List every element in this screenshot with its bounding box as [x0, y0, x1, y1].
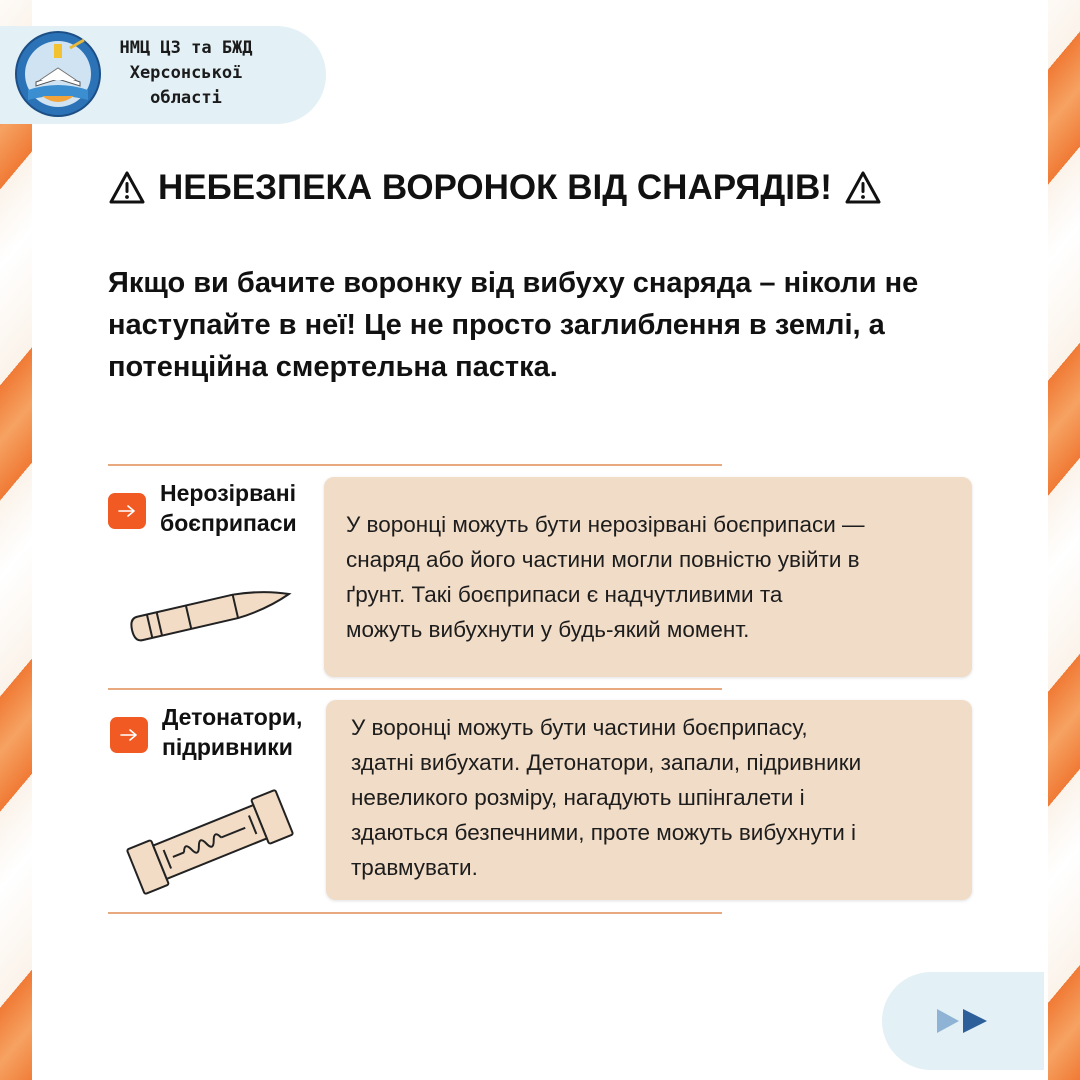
item-detonators — [110, 702, 302, 762]
emblem-logo — [14, 30, 102, 118]
organization-name — [98, 36, 274, 111]
card-text-line: У воронці можуть бути частини боєприпасу, — [351, 715, 808, 740]
arrow-icon — [108, 493, 146, 529]
info-card — [326, 700, 972, 900]
divider-line — [108, 688, 722, 690]
org-name-line: НМЦ ЦЗ та БЖД — [119, 38, 253, 58]
item-label: Детонатори, — [162, 704, 303, 730]
card-text-line: невеликого розміру, нагадують шпінгалети і — [351, 785, 805, 810]
card-text-line: здатні вибухати. Детонатори, запали, підривники — [351, 750, 862, 775]
header-badge — [0, 26, 326, 124]
card-text-line: снаряд або його частини могли повністю увійти в — [346, 547, 860, 572]
title-text: НЕБЕЗПЕКА ВОРОНОК ВІД СНАРЯДІВ! — [158, 168, 832, 207]
card-text-line: ґрунт. Такі боєприпаси є надчутливими та — [346, 582, 783, 607]
org-name-line: Херсонської — [129, 63, 243, 83]
page-title — [108, 168, 988, 208]
card-text-line: здаються безпечними, проте можуть вибухнути і — [351, 820, 857, 845]
shell-icon — [126, 572, 296, 652]
left-striped-border — [0, 0, 36, 1080]
detonator-icon — [124, 782, 296, 902]
intro-text: Якщо ви бачите воронку від вибуху снаряда – ніколи не наступайте в неї! Це не просто заглиблення в землі, а потенційна смертельна пастка. — [108, 267, 919, 383]
warning-icon — [844, 170, 882, 206]
card-text-line: травмувати. — [351, 855, 478, 880]
org-name-line: області — [150, 88, 222, 108]
right-striped-border — [1044, 0, 1080, 1080]
item-label: боєприпаси — [160, 510, 297, 536]
card-text-line: можуть вибухнути у будь-який момент. — [346, 617, 750, 642]
warning-icon — [108, 170, 146, 206]
divider-line — [108, 464, 722, 466]
fast-forward-icon — [935, 1007, 991, 1035]
item-label: Нерозірвані — [160, 480, 296, 506]
card-text-line: У воронці можуть бути нерозірвані боєприпаси — — [346, 512, 865, 537]
info-card — [324, 477, 972, 677]
item-label: підривники — [162, 734, 293, 760]
divider-line — [108, 912, 722, 914]
page — [36, 0, 1044, 1080]
next-page-button[interactable] — [882, 972, 1044, 1070]
item-unexploded-ordnance — [108, 478, 297, 538]
arrow-icon — [110, 717, 148, 753]
